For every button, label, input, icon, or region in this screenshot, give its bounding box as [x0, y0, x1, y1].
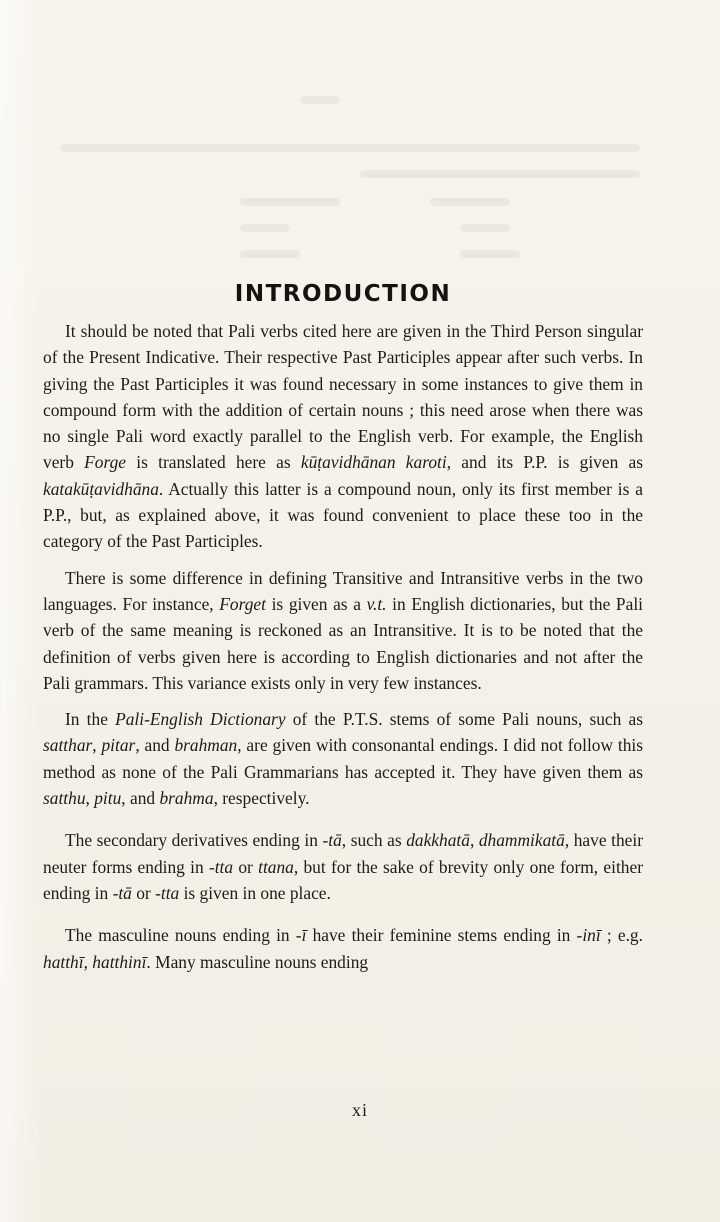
text-run: ; e.g. — [600, 925, 643, 946]
italic-term: -tta — [208, 856, 234, 877]
show-through-line — [240, 250, 300, 258]
page-body — [43, 281, 643, 975]
text-run: , and — [135, 735, 175, 756]
italic-term: brahman — [174, 735, 238, 756]
text-run: , respectively. — [213, 788, 310, 809]
text-run: In the — [65, 709, 116, 730]
text-run: , have their neuter forms ending in — [43, 830, 643, 877]
text-run: , — [85, 788, 95, 809]
text-run: , — [92, 735, 102, 756]
italic-term: Forge — [84, 452, 127, 473]
page-number: xi — [351, 1100, 368, 1120]
text-run: , — [469, 830, 479, 851]
italic-term: brahma — [159, 788, 214, 809]
text-run: , but for the sake of brevity only one form, either ending in — [43, 856, 643, 903]
text-run: in English dictionaries, but the Pali verb of the same meaning is reckoned as an Intransitive. It is to be noted that the definition of verbs given here is according to English dictionaries and not after the Pali grammars. This variance exists only in very few instances. — [43, 593, 643, 693]
text-run: is translated here as — [126, 452, 301, 473]
text-run: or — [233, 856, 259, 877]
show-through-line — [460, 224, 510, 232]
italic-term: -tta — [155, 882, 180, 903]
show-through-line — [60, 144, 640, 152]
text-run: , such as — [341, 830, 407, 851]
text-run: is given as a — [265, 593, 367, 614]
text-run: . Many masculine nouns ending — [146, 951, 369, 972]
italic-term: satthar — [43, 735, 93, 756]
show-through-line — [430, 198, 510, 206]
show-through-line — [240, 224, 290, 232]
text-run: The secondary derivatives ending in — [65, 830, 323, 851]
text-run: It should be noted that Pali verbs cited here are given in the Third Person singular of the Present Indicative. Their respective Past Participles appear after such verbs. In giving the Past Participles it was found necessary in some instances to give them in compound form with the addition of certain nouns ; this need arose when there was no single Pali word exactly parallel to the English verb. For example, the English verb — [43, 321, 643, 473]
italic-term: -tā — [322, 830, 342, 851]
italic-term: katakūṭavidhāna — [43, 478, 159, 499]
text-run: . Actually this latter is a compound noun, only its first member is a P.P., but, as explained above, it was found convenient to place these too in the category of the Past Participles. — [43, 478, 643, 552]
page-title: INTRODUCTION — [234, 281, 452, 307]
show-through-line — [360, 170, 640, 178]
italic-term: satthu — [43, 788, 86, 809]
paragraph-transitive — [43, 565, 643, 696]
text-run: , and its P.P. is given as — [446, 452, 643, 473]
show-through-line — [240, 198, 340, 206]
text-run: or — [131, 882, 156, 903]
paragraph-masculine-nouns — [43, 922, 643, 975]
italic-term: ttana — [258, 856, 294, 877]
italic-term: Pali-English Dictionary — [115, 709, 286, 730]
italic-term: pitar — [101, 735, 136, 756]
text-run: , are given with consonantal endings. I did not follow this method as none of the Pali Grammarians has accepted it. They have given them as — [43, 735, 643, 782]
paragraph-derivatives — [43, 827, 643, 906]
italic-term: hatthī — [43, 951, 84, 972]
text-run: have their feminine stems ending in — [306, 925, 577, 946]
italic-term: kūṭavidhānan karoti — [300, 452, 447, 473]
text-run: , — [83, 951, 93, 972]
italic-term: -inī — [576, 925, 601, 946]
italic-term: hatthinī — [92, 951, 147, 972]
italic-term: dakkhatā — [406, 830, 470, 851]
italic-term: Forget — [219, 593, 266, 614]
italic-term: pitu — [94, 788, 122, 809]
text-run: There is some difference in defining Transitive and Intransitive verbs in the two languages. For instance, — [43, 567, 643, 614]
text-run: The masculine nouns ending in — [65, 925, 296, 946]
italic-term: -ī — [295, 925, 307, 946]
italic-term: -tā — [112, 882, 132, 903]
text-run: , and — [121, 788, 160, 809]
paragraph-stems — [43, 706, 643, 811]
italic-term: dhammikatā — [478, 830, 565, 851]
show-through-line — [460, 250, 520, 258]
text-run: is given in one place. — [179, 882, 331, 903]
paragraph-verbs — [43, 318, 643, 555]
italic-term: v.t. — [366, 593, 387, 614]
show-through-line — [300, 96, 340, 104]
text-run: of the P.T.S. stems of some Pali nouns, such as — [285, 709, 643, 730]
